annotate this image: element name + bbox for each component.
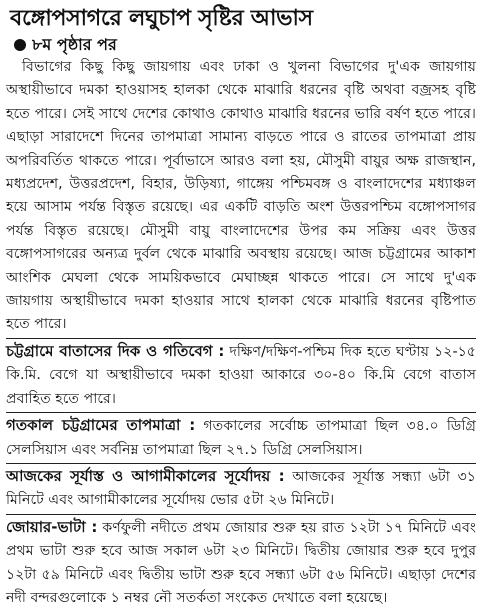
tide-heading: জোয়ার-ভাটা :	[6, 517, 98, 536]
sunset-sunrise-body: আজকের সূর্যাস্ত সন্ধ্যা ৬টা ৩১ মিনিটে এবং আগামীকালের সূর্যোদয় ভোর ৫টা ২৬ মিনিটে।	[6, 468, 476, 509]
tide-body: কর্ণফুলী নদীতে প্রথম জোয়ার শুরু হয় রাত ১২টা ১৭ মিনিটে এবং প্রথম ভাটা শুরু হবে আজ সকাল ৬টা ২৩ মিনিটে। দ্বিতীয় জোয়ার শুরু হবে দুপুর ১২টা ৫৯ মিনিটে এবং দ্বিতীয় ভাটা শুরু হবে সন্ধ্যা ৬টা ৫৬ মিনিটে। এছাড়া দেশের নদী বন্দরগুলোকে ১ নম্বর নৌ সতর্কতা সংকেত দেখাতে বলা হয়েছে।	[6, 519, 476, 606]
continued-label: ৮ম পৃষ্ঠার পর	[32, 35, 117, 54]
section-divider	[6, 412, 476, 413]
sunset-sunrise-section	[6, 465, 476, 513]
continued-from-note	[14, 34, 476, 56]
bullet-icon	[14, 39, 26, 51]
section-divider	[6, 463, 476, 464]
temperature-heading: গতকাল চট্টগ্রামের তাপমাত্রা :	[6, 416, 196, 435]
wind-section	[6, 340, 476, 411]
wind-heading: চট্টগ্রামে বাতাসের দিক ও গতিবেগ :	[6, 341, 225, 360]
temperature-body: গতকালের সর্বোচ্চ তাপমাত্রা ছিল ৩৪.০ ডিগ্রি সেলসিয়াস এবং সর্বনিম্ন তাপমাত্রা ছিল ২৭.১ ডিগ্রি সেলসিয়াস।	[6, 418, 477, 458]
intro-paragraph: বিভাগের কিছু কিছু জায়গায় এবং ঢাকা ও খুলনা বিভাগের দু'এক জায়গায় অস্থায়ীভাবে দমকা হাওয়াসহ হালকা থেকে মাঝারি ধরনের বৃষ্টি অথবা বজ্রসহ বৃষ্টি হতে পারে। সেই সাথে দেশের কোথাও কোথাও মাঝারি ধরনের ভারি বর্ষণ হতে পারে। এছাড়া সারাদেশে দিনের তাপমাত্রা সামান্য বাড়তে পারে ও রাতের তাপমাত্রা প্রায় অপরিবর্তিত থাকতে পারে। পূর্বাভাসে আরও বলা হয়, মৌসুমী বায়ুর অক্ষ রাজস্থান, মধ্যপ্রদেশ, উত্তরপ্রদেশ, বিহার, উড়িষ্যা, গাঙ্গেয় পশ্চিমবঙ্গ ও বাংলাদেশের মধ্যাঞ্চল হয়ে আসাম পর্যন্ত বিস্তৃত রয়েছে। এর একটি বাড়তি অংশ উত্তরপশ্চিম বঙ্গোপসাগর পর্যন্ত বিস্তৃত রয়েছে। মৌসুমী বায়ু বাংলাদেশের উপর কম সক্রিয় এবং উত্তর বঙ্গোপসাগরের অন্যত্র দুর্বল থেকে মাঝারি অবস্থায় রয়েছে। আজ চট্টগ্রামের আকাশ আংশিক মেঘলা থেকে সাময়িকভাবে মেঘাচ্ছন্ন থাকতে পারে। সে সাথে দু'এক জায়গায় অস্থায়ীভাবে দমকা হাওয়ার সাথে হালকা থেকে মাঝারি ধরনের বৃষ্টিপাত হতে পারে।	[6, 59, 476, 333]
headline: বঙ্গোপসাগরে লঘুচাপ সৃষ্টির আভাস	[10, 6, 313, 31]
temperature-section	[6, 414, 476, 462]
section-divider	[6, 514, 476, 515]
wind-body: দক্ষিণ/দক্ষিণ-পশ্চিম দিক হতে ঘণ্টায় ১২-১৫ কি.মি. বেগে যা অস্থায়ীভাবে দমকা হাওয়া আকারে ৩০-৪০ কি.মি বেগে বাতাস প্রবাহিত হতে পারে।	[6, 343, 476, 407]
section-divider	[6, 338, 476, 339]
sunset-sunrise-heading: আজকের সূর্যাস্ত ও আগামীকালের সূর্যোদয় :	[6, 466, 285, 485]
tide-section	[6, 516, 476, 610]
